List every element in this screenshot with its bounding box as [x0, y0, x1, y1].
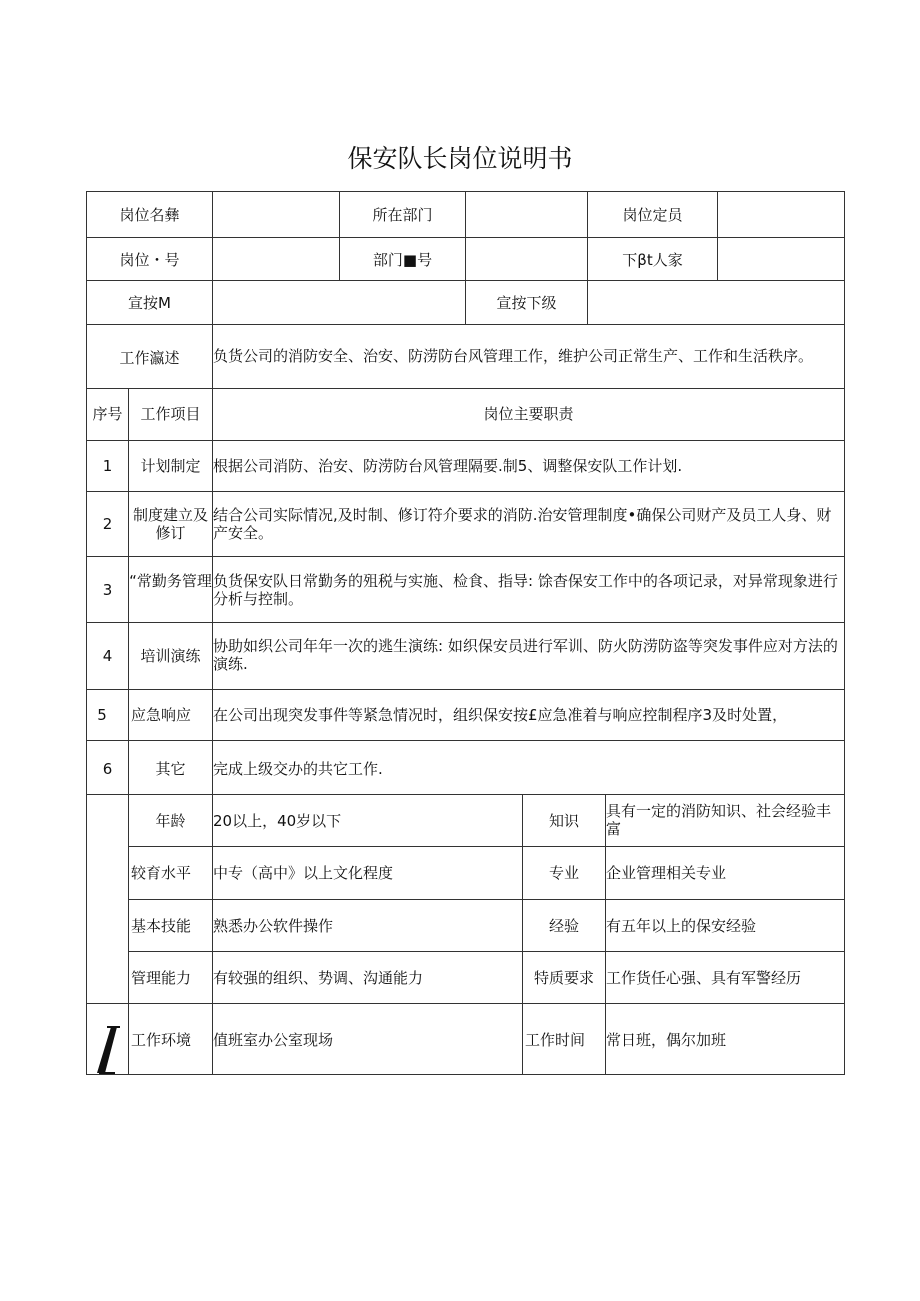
req-value: 中专（高中》以上文化程度	[213, 864, 394, 882]
page-title: 保安队长岗位说明书	[347, 144, 573, 173]
grid-line	[86, 740, 845, 741]
duty-text: 结合公司实际情况,及时制、修订符介要求的消防.治安管理制度•确保公司财产及员工人身、财产安全。	[213, 506, 832, 542]
env-label: 工作时间	[524, 1031, 585, 1049]
grid-line	[86, 794, 845, 795]
duties-header-no: 序号	[92, 405, 123, 423]
req-label: 年龄	[155, 812, 186, 830]
grid-line	[128, 899, 845, 900]
duty-item: 制度建立及修订	[132, 506, 208, 542]
label-department: 所在部门	[372, 206, 433, 224]
req-value: 企业管理相关专业	[606, 864, 727, 882]
duty-item: “常勤务管理	[129, 572, 212, 590]
label-headcount: 岗位定员	[622, 206, 683, 224]
env-value: 值班室办公室现场	[213, 1031, 334, 1049]
grid-line	[128, 846, 845, 847]
duty-item: 其它	[155, 760, 186, 778]
grid-line	[86, 689, 845, 690]
grid-line	[86, 622, 845, 623]
duty-text: 协助如织公司年年一次的逃生演练: 如织保安员进行军训、防火防涝防盗等突发事件应对方法的演练.	[213, 637, 838, 673]
grid-line	[86, 324, 845, 325]
req-label: 经验	[548, 917, 579, 935]
grid-line	[212, 191, 213, 280]
req-value: 工作货任心强、具有军警经历	[606, 969, 802, 987]
grid-line	[86, 1003, 845, 1004]
grid-line	[128, 951, 845, 952]
summary-label: 工作瀛述	[119, 349, 180, 367]
req-label: 较育水平	[130, 864, 191, 882]
duty-text: 负货保安队日常勤务的殂税与实施、检食、指导: 馀杳保安工作中的各项记录，对异常现象进行分析与控制。	[213, 572, 838, 608]
duty-no: 3	[102, 581, 113, 599]
duty-no: 1	[102, 457, 113, 475]
duty-no: 4	[102, 647, 113, 665]
grid-line	[587, 280, 588, 324]
req-label: 基本技能	[130, 917, 191, 935]
grid-line	[86, 556, 845, 557]
label-subordinates: 下βt人家	[622, 251, 683, 269]
req-label: 特质要求	[533, 969, 594, 987]
grid-line	[212, 280, 213, 324]
req-label: 管理能力	[130, 969, 191, 987]
label-direct-superior: 宣按M	[128, 294, 171, 312]
grid-line	[86, 491, 845, 492]
grid-line	[86, 388, 845, 389]
label-position-code: 岗位・号	[119, 251, 180, 269]
req-value: 具有一定的消防知识、社会经验丰富	[606, 802, 832, 838]
req-value: 20以上，40岁以下	[213, 812, 342, 830]
grid-line	[844, 191, 845, 1075]
grid-line	[86, 191, 87, 1075]
req-value: 有较强的组织、势调、沟通能力	[213, 969, 424, 987]
label-department-code: 部门■号	[372, 251, 433, 269]
duty-text: 根据公司消防、治安、防涝防台风管理隔要.制5、调整保安队工作计划.	[213, 457, 683, 475]
duty-item: 培训演练	[140, 647, 201, 665]
duty-text: 完成上级交办的共它工作.	[213, 760, 383, 778]
label-direct-subordinate: 宣按下级	[496, 294, 557, 312]
grid-line	[717, 191, 718, 280]
grid-line	[86, 440, 845, 441]
slash-mark-icon	[93, 1025, 121, 1075]
duties-header-item: 工作项目	[140, 405, 201, 423]
grid-line	[128, 388, 129, 794]
duty-no: 6	[102, 760, 113, 778]
duty-no: 5	[97, 706, 107, 724]
label-position-name: 岗位名彝	[119, 206, 180, 224]
grid-line	[86, 1074, 845, 1075]
req-label: 知识	[548, 812, 579, 830]
env-value: 常日班，偶尔加班	[606, 1031, 727, 1049]
req-label: 专业	[548, 864, 579, 882]
duties-header-duty: 岗位主要职责	[483, 405, 574, 423]
summary-text: 负货公司的消防安全、治安、防涝防台风管理工作，维护公司正常生产、工作和生活秩序。	[213, 347, 814, 365]
env-label: 工作环境	[130, 1031, 191, 1049]
duty-no: 2	[102, 515, 113, 533]
duty-item: 应急响应	[130, 706, 191, 724]
duty-text: 在公司出现突发事件等紧急情况时，组织保安按£应急准着与响应控制程序3及时处置，	[213, 706, 788, 724]
req-value: 熟悉办公软件操作	[213, 917, 334, 935]
grid-line	[465, 191, 466, 280]
req-value: 有五年以上的保安经验	[606, 917, 757, 935]
duty-item: 计划制定	[140, 457, 201, 475]
